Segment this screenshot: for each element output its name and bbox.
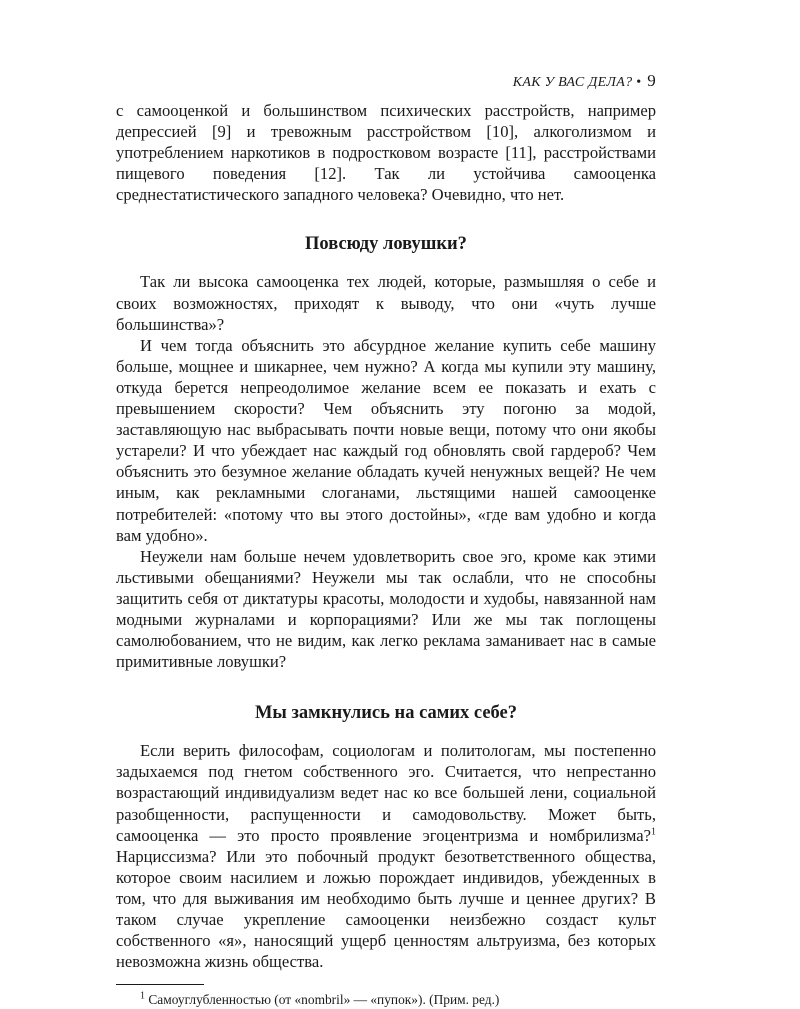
- paragraph: И чем тогда объяснить это абсурдное желание купить себе машину больше, мощнее и шикарнее, чем нужно? А когда мы купили эту машину, откуда берется непреодолимое желание всем ее показать и ехать с превышением скорости? Чем объяснить эту погоню за модой, заставляющую нас выбрасывать почти новые вещи, потому что они якобы устарели? И что убеждает нас каждый год обновлять свой гардероб? Чем объяснить это безумное желание обладать кучей ненужных вещей? Не чем иным, как рекламными слоганами, льстящими нашей самооценке потребителей: «потому что вы этого достойны», «где вам удобно и когда вам удобно».: [116, 335, 656, 545]
- footnote-divider: [116, 984, 204, 985]
- paragraph-text: Если верить философам, социологам и политологам, мы постепенно задыхаемся под гнетом собственного эго. Считается, что непрестанно возрастающий индивидуализм ведет нас ко все большей лени, социальной разобщенности, распущенности и самодовольству. Может быть, самооценка — это просто проявление эгоцентризма и номбрилизма?: [116, 741, 656, 845]
- footnote-reference[interactable]: 1: [651, 826, 656, 838]
- body-text: [116, 100, 656, 1009]
- book-page: [116, 70, 656, 1009]
- section-heading-traps: Повсюду ловушки?: [305, 234, 467, 255]
- footnote-text: Самоуглубленностью (от «nombril» — «пупок»). (Прим. ред.): [145, 992, 500, 1008]
- running-header: [116, 70, 656, 92]
- footnote-mark: 1: [140, 990, 145, 1002]
- paragraph-text: Нарциссизма? Или это побочный продукт безответственного общества, которое своим насилием и ложью порождает индивидов, убежденных в том, что для выживания им необходимо быть лучше и ценнее других? В таком случае укрепление самооценки неизбежно создаст культ собственного «я», наносящий ущерб ценностям альтруизма, без которых невозможна жизнь общества.: [116, 846, 656, 972]
- paragraph: Неужели нам больше нечем удовлетворить свое эго, кроме как этими льстивыми обещаниями? Неужели мы так ослабли, что не способны защитить себя от диктатуры красоты, молодости и худобы, навязанной нам модными журналами и корпорациями? Или же мы так поглощены самолюбованием, что не видим, как легко реклама заманивает нас в самые примитивные ловушки?: [116, 546, 656, 672]
- footnote: [116, 991, 656, 1009]
- page-number: 9: [647, 71, 656, 90]
- running-title: КАК У ВАС ДЕЛА? •: [512, 75, 642, 90]
- section-heading-closed-in: Мы замкнулись на самих себе?: [254, 703, 518, 724]
- paragraph-continued: с самооценкой и большинством психических расстройств, например депрессией [9] и тревожным расстройством [10], алкоголизмом и употреблением наркотиков в подростковом возрасте [11], расстройствами пищевого поведения [12]. Так ли устойчива самооценка среднестатистического западного человека? Очевидно, что нет.: [116, 101, 656, 205]
- paragraph: Так ли высока самооценка тех людей, которые, размышляя о себе и своих возможностях, приходят к выводу, что они «чуть лучше большинства»?: [116, 272, 656, 334]
- paragraph-with-footnote: [116, 740, 656, 972]
